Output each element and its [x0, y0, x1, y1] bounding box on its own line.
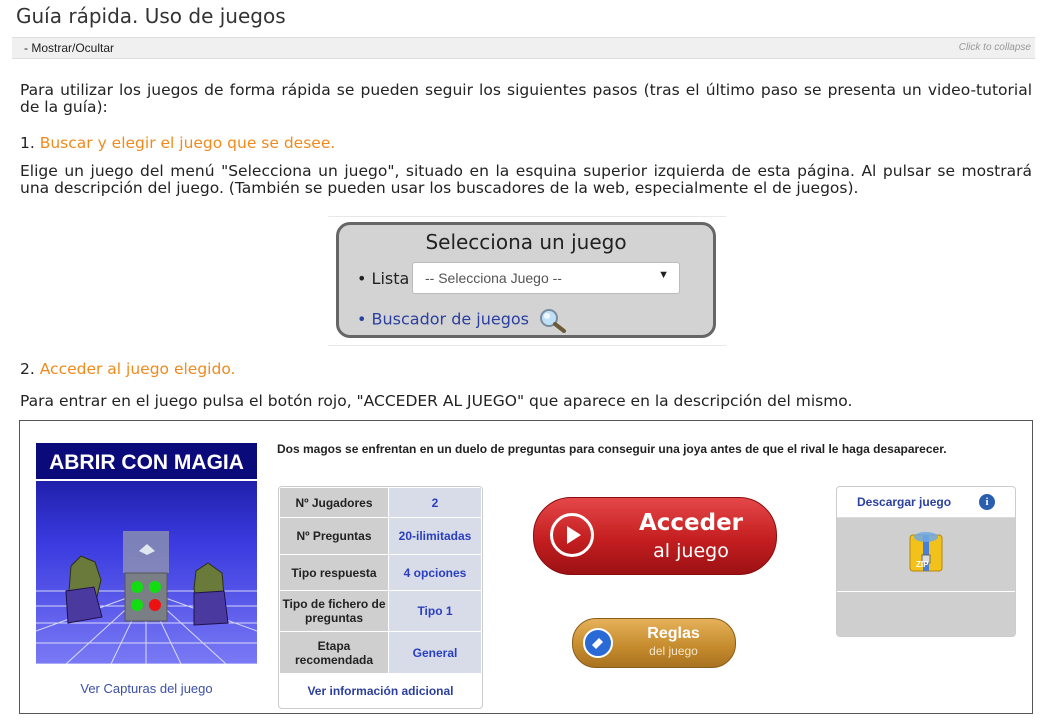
collapse-hint: Click to collapse [958, 42, 1031, 53]
page-title: Guía rápida. Uso de juegos [16, 4, 286, 28]
step-2-number: 2. [20, 360, 40, 378]
game-cover-image[interactable] [36, 443, 257, 664]
table-row [280, 632, 482, 674]
step-1-number: 1. [20, 134, 40, 152]
rules-icon [583, 628, 613, 658]
play-icon [550, 513, 594, 557]
info-key: Tipo respuesta [280, 555, 389, 591]
game-search-link[interactable] [357, 307, 568, 333]
rules-label-line1: Reglas [647, 625, 700, 642]
info-key: Etapa recomendada [280, 632, 389, 674]
selector-title: Selecciona un juego [425, 230, 627, 254]
info-value: 4 opciones [389, 555, 482, 591]
dropdown-value: -- Selecciona Juego -- [425, 270, 562, 286]
info-value: Tipo 1 [389, 591, 482, 632]
game-card [19, 420, 1033, 714]
step-2-heading [20, 360, 235, 378]
info-key: Tipo de fichero de preguntas [280, 591, 389, 632]
step-2-text: Para entrar en el juego pulsa el botón rojo, "ACCEDER AL JUEGO" que aparece en la descripción del mismo. [20, 392, 853, 410]
show-hide-toggle[interactable]: - Mostrar/Ocultar [24, 41, 115, 55]
magnifier-icon [538, 307, 568, 333]
table-row [280, 518, 482, 555]
game-select-dropdown[interactable] [412, 262, 680, 294]
download-header [837, 487, 1015, 518]
table-row [280, 488, 482, 518]
captures-link[interactable]: Ver Capturas del juego [80, 681, 213, 696]
access-game-button[interactable] [533, 497, 777, 575]
step-1-text: Elige un juego del menú "Selecciona un juego", situado en la esquina superior izquierda de esta página. Al pulsar se mostrará una descripción del juego. (También se pueden usar los buscadores de la web, especialmente el de juegos). [20, 162, 1032, 197]
search-link-label: • Buscador de juegos [357, 309, 529, 329]
zip-file-icon[interactable] [904, 529, 948, 575]
game-image-title: ABRIR CON MAGIA [36, 443, 257, 481]
game-selector-widget [336, 222, 716, 338]
game-description: Dos magos se enfrentan en un duelo de preguntas para conseguir una joya antes de que el rival le haga desaparecer. [277, 442, 947, 456]
step-2-title: Acceder al juego elegido. [39, 360, 236, 378]
collapse-bar[interactable] [12, 37, 1035, 59]
more-info-link[interactable]: Ver información adicional [307, 684, 454, 698]
info-value: General [389, 632, 482, 674]
chevron-down-icon: ▼ [658, 269, 669, 281]
download-game-link[interactable]: Descargar juego [857, 495, 952, 509]
step-1-heading [20, 134, 335, 152]
access-label-line2: al juego [653, 540, 729, 562]
step-1-title: Buscar y elegir el juego que se desee. [39, 134, 336, 152]
download-panel [836, 486, 1016, 637]
info-value: 2 [389, 488, 482, 518]
table-row [280, 591, 482, 632]
download-icon-area [837, 517, 1015, 592]
info-key: Nº Preguntas [280, 518, 389, 555]
game-info-table [278, 486, 483, 709]
table-row [280, 555, 482, 591]
info-value: 20-ilimitadas [389, 518, 482, 555]
list-label: • Lista [357, 269, 410, 288]
rules-label-line2: del juego [649, 644, 698, 658]
info-key: Nº Jugadores [280, 488, 389, 518]
game-cover-art [36, 481, 257, 664]
game-rules-button[interactable] [572, 618, 736, 668]
info-icon[interactable]: i [979, 494, 995, 510]
zip-label: ZIP [916, 560, 929, 569]
intro-paragraph: Para utilizar los juegos de forma rápida se pueden seguir los siguientes pasos (tras el último paso se presenta un video-tutorial de la guía): [20, 81, 1032, 116]
access-label-line1: Acceder [638, 510, 744, 536]
